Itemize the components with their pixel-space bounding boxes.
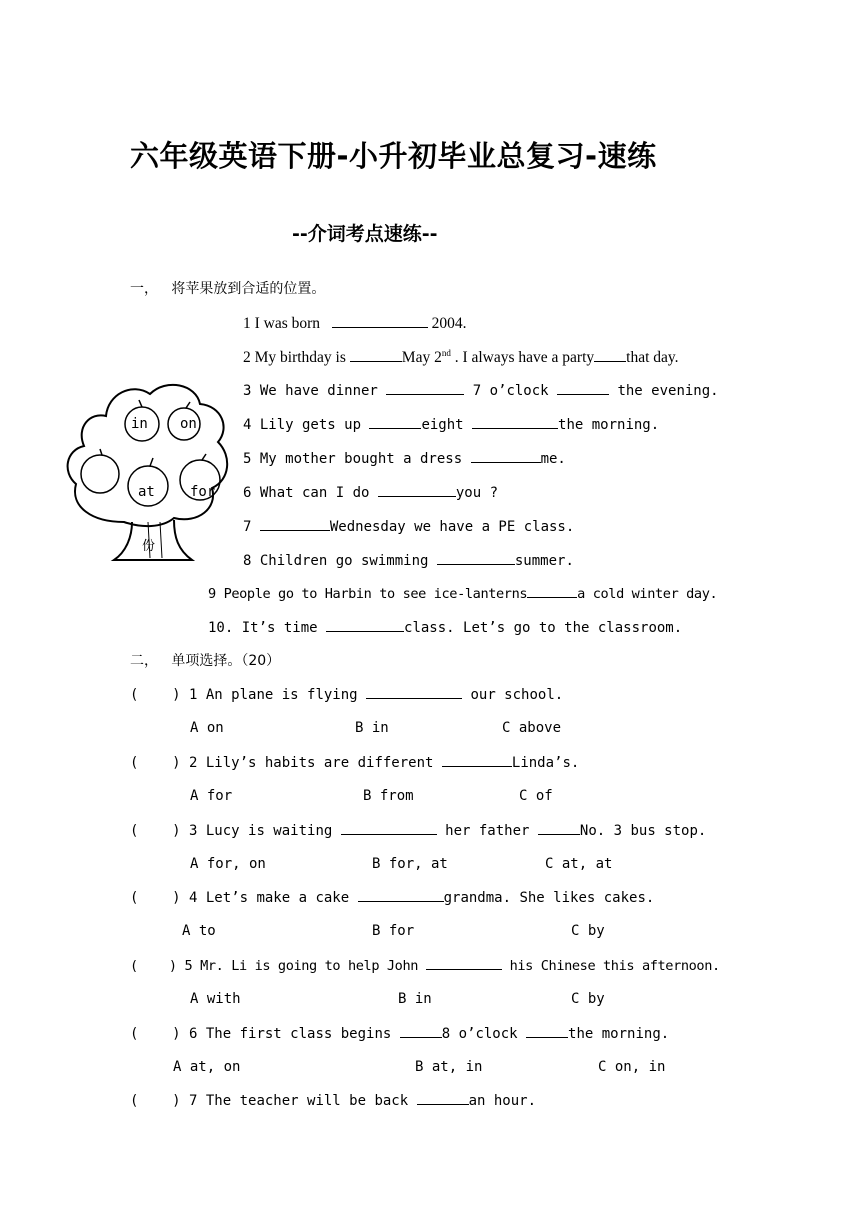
fill-item-8: 8 Children go swimming summer.	[243, 550, 574, 571]
question-7: ( ) 7 The teacher will be back an hour.	[130, 1090, 536, 1111]
question-5: ( ) 5 Mr. Li is going to help John his Chinese this afternoon.	[130, 955, 720, 976]
answer-blank[interactable]	[437, 550, 515, 565]
apple-tree-icon	[62, 372, 232, 572]
fill-item-7: 7 Wednesday we have a PE class.	[243, 516, 574, 537]
answer-bracket[interactable]: ( )	[130, 890, 181, 906]
option: C by	[571, 923, 605, 939]
option: A on	[190, 720, 224, 736]
option: A for, on	[190, 856, 266, 872]
answer-blank[interactable]	[442, 752, 512, 767]
apple-word-at: at	[138, 484, 155, 500]
answer-bracket[interactable]: ( )	[130, 755, 181, 771]
answer-blank[interactable]	[538, 820, 580, 835]
answer-blank[interactable]	[426, 955, 502, 970]
option: C above	[502, 720, 562, 736]
answer-blank[interactable]	[332, 313, 428, 328]
question-4: ( ) 4 Let’s make a cake grandma. She likes cakes.	[130, 887, 654, 908]
option: B for, at	[372, 856, 448, 872]
fill-item-4: 4 Lily gets up eight the morning.	[243, 414, 659, 435]
answer-blank[interactable]	[358, 887, 444, 902]
answer-blank[interactable]	[386, 380, 464, 395]
question-3: ( ) 3 Lucy is waiting her father No. 3 bus stop.	[130, 820, 706, 841]
answer-blank[interactable]	[526, 1023, 568, 1038]
fill-item-3: 3 We have dinner 7 o’clock the evening.	[243, 380, 719, 401]
apple-word-on: on	[180, 416, 197, 432]
option: A at, on	[173, 1059, 241, 1075]
answer-blank[interactable]	[341, 820, 437, 835]
section2-heading: 二， 单项选择。（20）	[130, 653, 281, 669]
option: A for	[190, 788, 233, 804]
option: A to	[182, 923, 216, 939]
option: B in	[355, 720, 389, 736]
apple-word-for: for	[190, 484, 216, 500]
option: B for	[372, 923, 415, 939]
answer-blank[interactable]	[471, 448, 541, 463]
apple-word-in: in	[131, 416, 148, 432]
answer-bracket[interactable]: ( )	[130, 687, 181, 703]
option: C of	[519, 788, 553, 804]
page-title: 六年级英语下册-小升初毕业总复习-速练	[130, 139, 657, 173]
option: A with	[190, 991, 241, 1007]
answer-blank[interactable]	[366, 684, 462, 699]
answer-blank[interactable]	[472, 414, 558, 429]
option: C on, in	[598, 1059, 666, 1075]
fill-item-6: 6 What can I do you ?	[243, 482, 498, 503]
answer-blank[interactable]	[594, 347, 626, 362]
option: C by	[571, 991, 605, 1007]
answer-blank[interactable]	[369, 414, 421, 429]
option: B from	[363, 788, 414, 804]
section1-heading: 一， 将苹果放到合适的位置。	[130, 281, 326, 297]
fill-item-2: 2 My birthday is May 2nd . I always have a party that day.	[243, 347, 679, 366]
answer-blank[interactable]	[400, 1023, 442, 1038]
question-1: ( ) 1 An plane is flying our school.	[130, 684, 563, 705]
fill-item-9: 9 People go to Harbin to see ice-lanterns a cold winter day.	[208, 583, 717, 604]
answer-blank[interactable]	[527, 583, 577, 598]
answer-bracket[interactable]: ( )	[130, 1093, 181, 1109]
answer-blank[interactable]	[378, 482, 456, 497]
option: C at, at	[545, 856, 613, 872]
answer-bracket[interactable]: ( )	[130, 823, 181, 839]
option: B at, in	[415, 1059, 483, 1075]
tree-trunk-mark: 份	[142, 539, 156, 554]
question-6: ( ) 6 The first class begins 8 o’clock the morning.	[130, 1023, 669, 1044]
answer-blank[interactable]	[350, 347, 402, 362]
fill-item-5: 5 My mother bought a dress me.	[243, 448, 566, 469]
page-subtitle: --介词考点速练--	[292, 223, 438, 245]
answer-blank[interactable]	[417, 1090, 469, 1105]
question-2: ( ) 2 Lily’s habits are different Linda’s.	[130, 752, 579, 773]
fill-item-1: 1 I was born 2004.	[243, 315, 467, 332]
answer-blank[interactable]	[557, 380, 609, 395]
answer-blank[interactable]	[260, 516, 330, 531]
option: B in	[398, 991, 432, 1007]
answer-bracket[interactable]: ( )	[130, 958, 177, 974]
answer-blank[interactable]	[326, 617, 404, 632]
fill-item-10: 10. It’s time class. Let’s go to the classroom.	[208, 617, 682, 638]
answer-bracket[interactable]: ( )	[130, 1026, 181, 1042]
